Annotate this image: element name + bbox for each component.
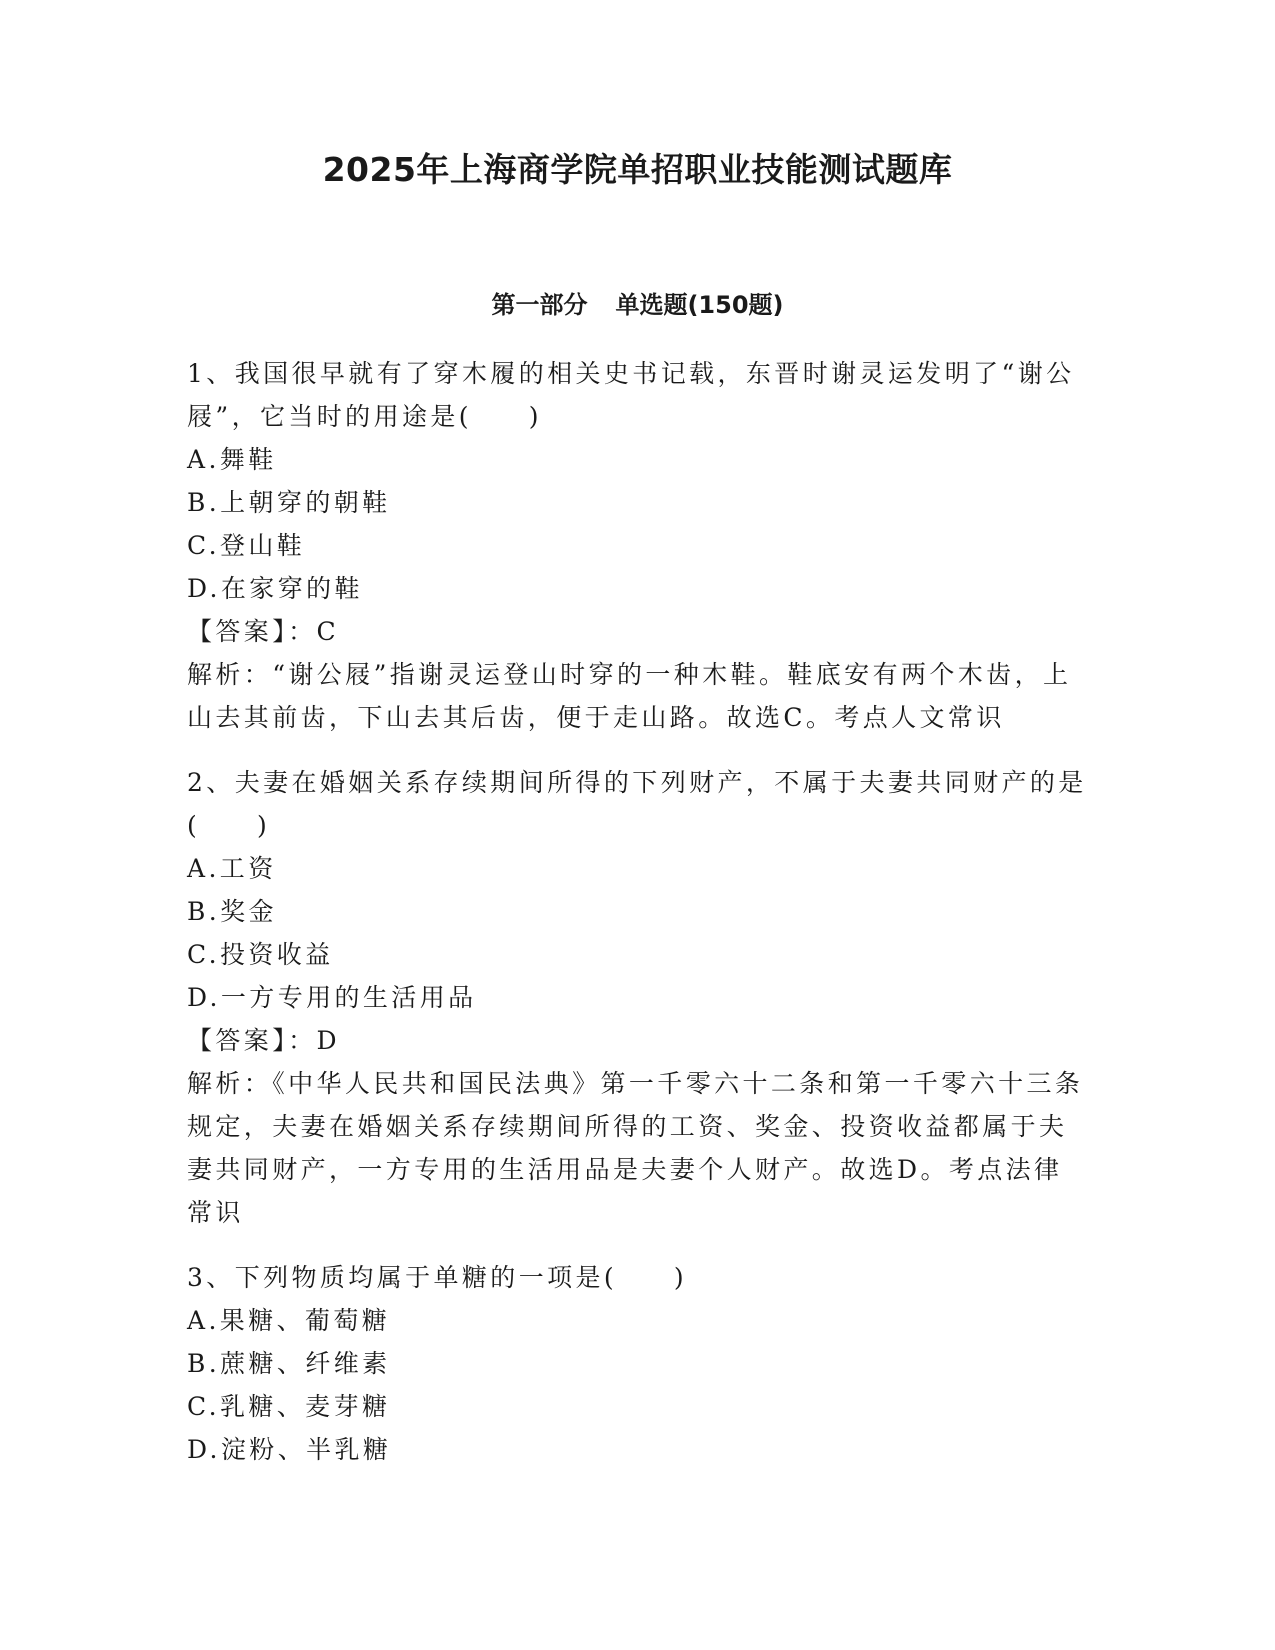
option-a: A.果糖、葡萄糖	[187, 1306, 391, 1335]
question-stem: 3、下列物质均属于单糖的一项是( )	[187, 1263, 688, 1292]
answer-label: 【答案】：	[187, 617, 317, 646]
question-list	[187, 352, 1087, 1493]
option-d: D.在家穿的鞋	[187, 574, 363, 603]
section-name: 单选题(150题)	[615, 291, 784, 319]
answer-value: C	[316, 617, 340, 646]
option-a: A.舞鞋	[187, 445, 277, 474]
section-part: 第一部分	[491, 291, 588, 319]
answer-line	[187, 1019, 1087, 1062]
option-a: A.工资	[187, 854, 277, 883]
section-title	[0, 288, 1275, 322]
answer-line	[187, 610, 1087, 653]
option-c: C.登山鞋	[187, 531, 306, 560]
question-1	[187, 352, 1087, 739]
option-b: B.奖金	[187, 897, 277, 926]
analysis-line	[187, 1062, 1087, 1234]
option-d: D.一方专用的生活用品	[187, 983, 477, 1012]
answer-label: 【答案】：	[187, 1026, 317, 1055]
analysis-label: 解析：	[187, 660, 273, 689]
analysis-text: “谢公屐”指谢灵运登山时穿的一种木鞋。鞋底安有两个木齿，上山去其前齿，下山去其后齿，便于走山路。故选C。考点人文常识	[187, 660, 1072, 732]
answer-value: D	[316, 1026, 340, 1055]
option-c: C.投资收益	[187, 940, 334, 969]
question-stem: 1、我国很早就有了穿木履的相关史书记载，东晋时谢灵运发明了“谢公屐”，它当时的用途是( )	[187, 359, 1075, 431]
question-3	[187, 1256, 1087, 1471]
question-2	[187, 761, 1087, 1234]
question-stem: 2、夫妻在婚姻关系存续期间所得的下列财产，不属于夫妻共同财产的是( )	[187, 768, 1087, 840]
option-b: B.上朝穿的朝鞋	[187, 488, 391, 517]
document-title: 2025年上海商学院单招职业技能测试题库	[322, 150, 953, 189]
analysis-line	[187, 653, 1087, 739]
option-d: D.淀粉、半乳糖	[187, 1435, 392, 1464]
option-c: C.乳糖、麦芽糖	[187, 1392, 391, 1421]
analysis-label: 解析：	[187, 1069, 273, 1098]
analysis-text: 《中华人民共和国民法典》第一千零六十二条和第一千零六十三条规定，夫妻在婚姻关系存续期间所得的工资、奖金、投资收益都属于夫妻共同财产，一方专用的生活用品是夫妻个人财产。故选D。考点法律常识	[187, 1069, 1084, 1227]
option-b: B.蔗糖、纤维素	[187, 1349, 391, 1378]
